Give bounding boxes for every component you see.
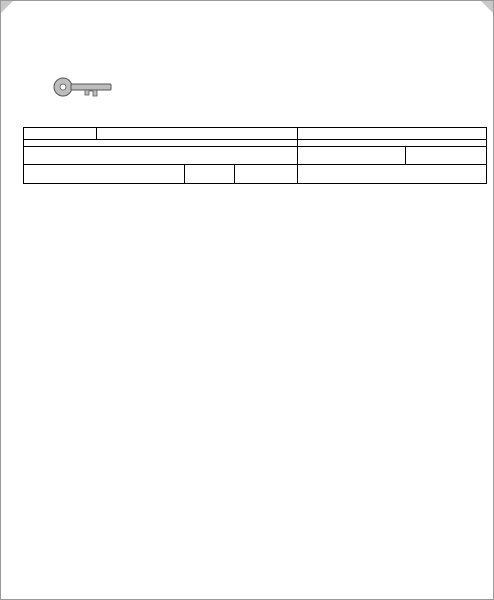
- grid-rule: [297, 127, 298, 184]
- grid-rule: [23, 164, 487, 165]
- grid-rule: [23, 127, 487, 128]
- grid-rule: [234, 164, 235, 184]
- authorization-block: [294, 43, 486, 45]
- grid-rule: [23, 127, 24, 140]
- page-corner: [1, 1, 13, 13]
- locksmith-logo-key-icon: [15, 45, 125, 103]
- grid-rule: [96, 127, 97, 140]
- grid-rule: [486, 127, 487, 140]
- grid-rule: [184, 164, 185, 184]
- grid-rule: [23, 146, 487, 147]
- grid-rule: [405, 146, 406, 165]
- page-corner: [481, 1, 493, 13]
